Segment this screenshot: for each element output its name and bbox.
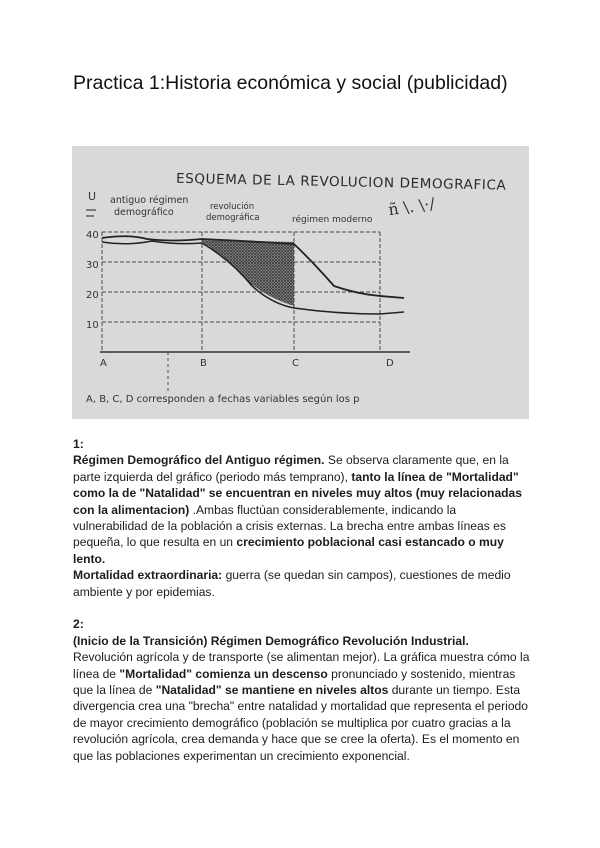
y-tick-10: 10	[86, 320, 99, 331]
demographic-revolution-sketch	[72, 146, 529, 419]
region-label-revolution-1: revolución	[210, 202, 255, 212]
region-label-revolution-2: demográfica	[206, 213, 260, 223]
y-tick-40: 40	[86, 230, 99, 241]
region-label-ancient-2: demográfico	[114, 207, 174, 218]
section-1-paragraph: Régimen Demográfico del Antiguo régimen. Se observa claramente que, en la parte izquierda del gráfico (periodo más temprano), tanto la línea de "Mortalidad" como la de "Natalidad" se encuentran en niveles muy altos (muy relacionadas con la alimentacion) .Ambas fluctúan considerablemente, indicando la vulnerabilidad de la población a crisis externas. La brecha entre ambas líneas es pequeña, lo que resulta en un crecimiento poblacional casi estancado o muy lento.	[73, 453, 523, 566]
scan-caption: A, B, C, D corresponden a fechas variables según los p	[86, 394, 360, 405]
section-1-number: 1:	[73, 437, 84, 451]
scanned-diagram-image	[72, 146, 529, 419]
x-tick-b: B	[200, 358, 207, 369]
y-tick-30: 30	[86, 260, 99, 271]
x-tick-a: A	[100, 358, 107, 369]
section-2-paragraph: Revolución agrícola y de transporte (se alimentan mejor). La gráfica muestra cómo la línea de "Mortalidad" comienza un descenso pronunciado y sostenido, mientras que la línea de "Natalidad" se mantiene en niveles altos durante un tiempo. Esta divergencia crea una "brecha" entre natalidad y mortalidad que representa el periodo de mayor crecimiento demográfico (población se multiplica por cuatro gracias a la revolución agrícola, crea demanda y hace que se cree la oferta). Es el momento en que las poblaciones experimentan un crecimiento exponencial.	[73, 650, 530, 763]
x-tick-d: D	[386, 358, 394, 369]
x-tick-c: C	[292, 358, 299, 369]
scan-corner-note: ñ \. \·/	[386, 193, 436, 220]
region-label-ancient-1: antiguo régimen	[110, 195, 189, 206]
section-2-number: 2:	[73, 617, 84, 632]
body-text	[73, 436, 533, 764]
scan-heading: ESQUEMA DE LA REVOLUCION DEMOGRAFICA	[175, 170, 507, 194]
y-tick-20: 20	[86, 290, 99, 301]
section-2-heading: (Inicio de la Transición) Régimen Demográfico Revolución Industrial.	[73, 633, 469, 648]
section-1-heading: Régimen Demográfico del Antiguo régimen.	[73, 453, 325, 468]
section-1-subnote: Mortalidad extraordinaria: guerra (se quedan sin campos), cuestiones de medio ambiente y por epidemias.	[73, 568, 511, 599]
scan-y-axis-mark: U	[88, 190, 97, 203]
region-label-modern: régimen moderno	[292, 215, 373, 225]
page-title: Practica 1:Historia económica y social (publicidad)	[73, 72, 508, 94]
